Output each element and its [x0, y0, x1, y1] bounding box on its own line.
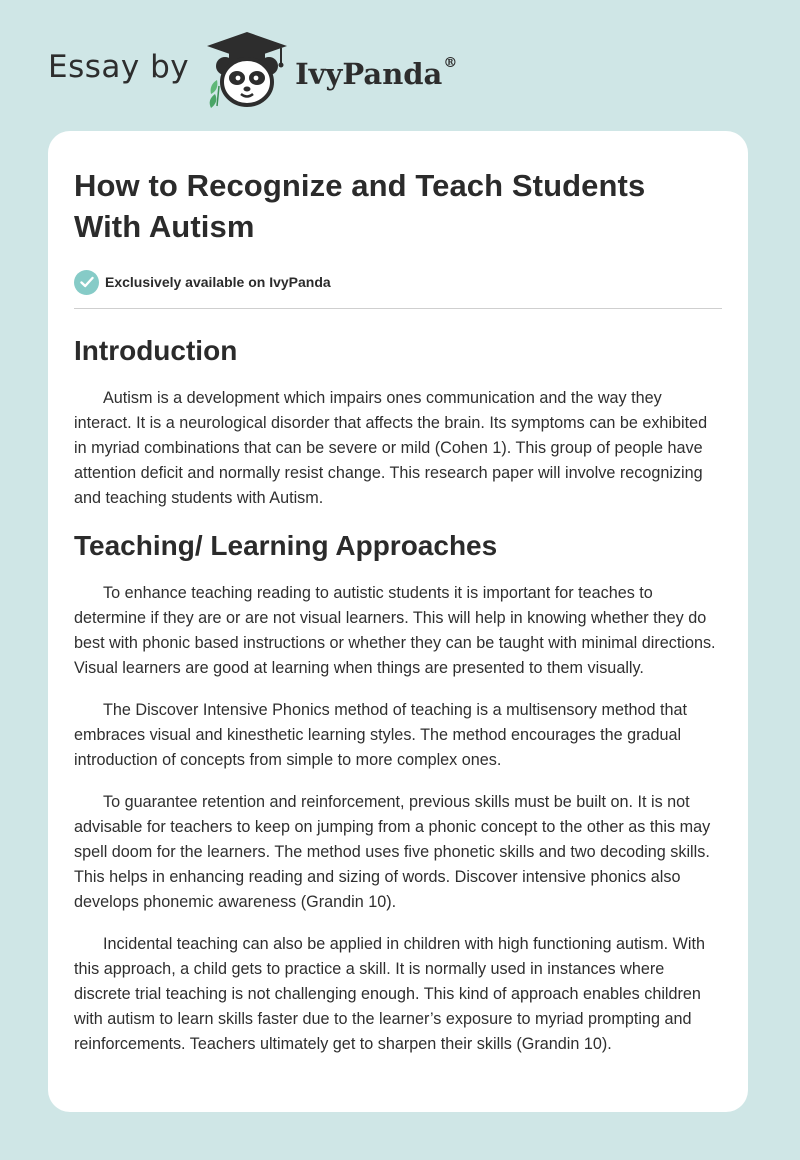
brand-text: IvyPanda — [295, 57, 443, 91]
section-heading-introduction: Introduction — [74, 335, 238, 366]
brand-name[interactable] — [295, 57, 457, 91]
paragraph: To enhance teaching reading to autistic students it is important for teaches to determine if they are or are not visual learners. This will help in knowing whether they do best with phonic based instructions or whether they can be taught with minimal directions. Visual learners are good at learning when things are presented to them visually. — [74, 584, 716, 677]
paragraph: Autism is a development which impairs ones communication and the way they interact. It is a neurological disorder that affects the brain. Its symptoms can be exhibited in myriad combinations that can be severe or mild (Cohen 1). This group of people have attention deficit and normally resist change. This research paper will involve recognizing and teaching students with Autism. — [74, 389, 708, 507]
section-heading-approaches: Teaching/ Learning Approaches — [74, 530, 498, 561]
essay-by-label: Essay by — [48, 49, 190, 85]
site-header — [48, 30, 457, 110]
paragraph: Incidental teaching can also be applied in children with high functioning autism. With this approach, a child gets to practice a skill. It is normally used in instances where discrete trial teaching is not challenging enough. This kind of approach enables children with autism to learn skills faster due to the learner’s exposure to myriad prompting and reinforcements. Teachers ultimately get to sharpen their skills (Grandin 10). — [74, 935, 705, 1053]
title-divider — [74, 308, 722, 309]
article-title — [74, 165, 722, 247]
paragraph: The Discover Intensive Phonics method of teaching is a multisensory method that embraces visual and kinesthetic learning styles. The method encourages the gradual introduction of concepts from simple to more complex ones. — [74, 701, 687, 769]
title-line-2: With Autism — [74, 209, 255, 244]
exclusive-badge-text: Exclusively available on IvyPanda — [105, 274, 331, 290]
article-card — [48, 131, 748, 1112]
paragraph: To guarantee retention and reinforcement, previous skills must be built on. It is not advisable for teachers to keep on jumping from a phonic concept to the other as this may spell doom for the learners. The method uses five phonetic skills and two decoding skills. This helps in enhancing reading and sizing of words. Discover intensive phonics also develops phonemic awareness (Grandin 10). — [74, 793, 711, 911]
checkmark-icon — [74, 270, 99, 295]
exclusive-badge — [74, 269, 722, 295]
title-line-1: How to Recognize and Teach Students — [74, 168, 646, 203]
panda-logo-icon[interactable] — [203, 30, 291, 110]
registered-mark: ® — [443, 55, 458, 71]
